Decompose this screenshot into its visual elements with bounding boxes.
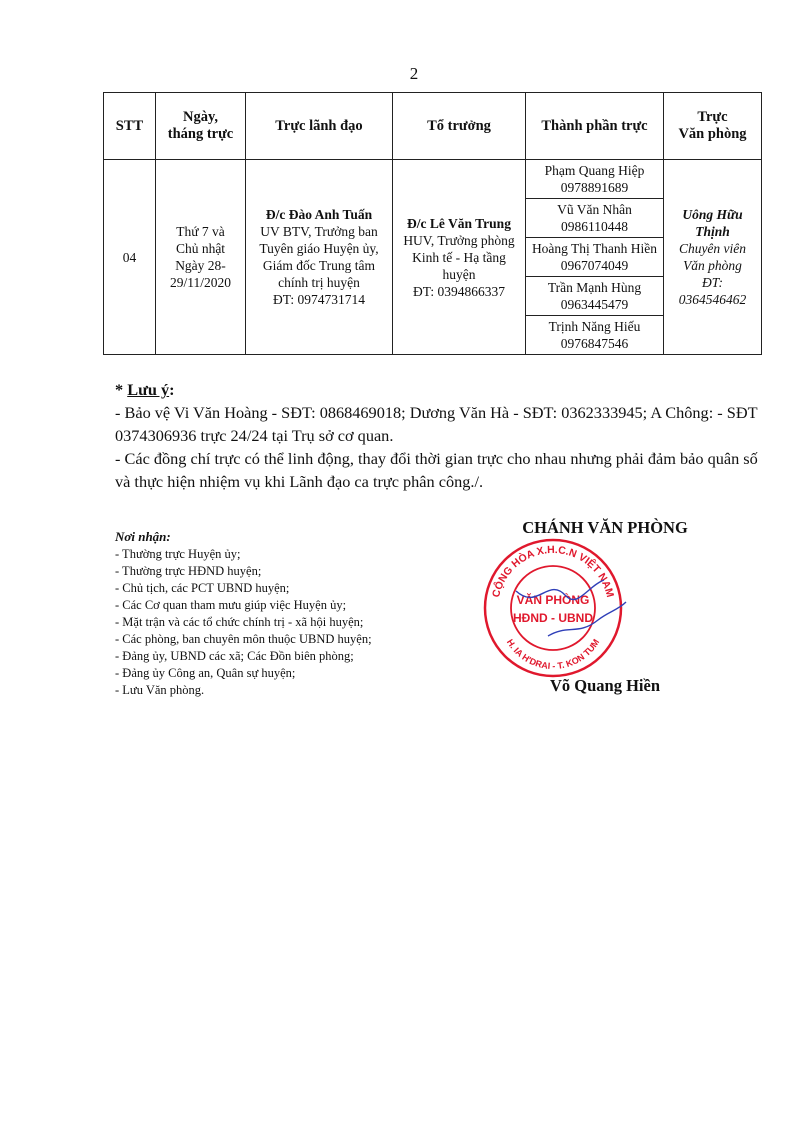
notes-section (115, 378, 770, 493)
member-name: Trần Mạnh Hùng (547, 280, 642, 295)
member-cell (526, 238, 664, 277)
list-item: - Các phòng, ban chuyên môn thuộc UBND huyện; (115, 632, 372, 646)
member-name: Trịnh Năng Hiếu (548, 319, 641, 334)
date-line1: Thứ 7 và (176, 224, 225, 239)
leader-phone: ĐT: 0974731714 (273, 292, 365, 307)
cell-date (156, 160, 246, 355)
list-item: - Đảng ủy Công an, Quân sự huyện; (115, 666, 296, 680)
header-office (664, 93, 762, 160)
notes-colon: : (169, 380, 175, 399)
member-cell (526, 160, 664, 199)
signer-name: Võ Quang Hiền (549, 676, 661, 695)
page-number: 2 (409, 64, 419, 83)
leader-role: UV BTV, Trưởng ban Tuyên giáo Huyện ủy, Giám đốc Trung tâm chính trị huyện (259, 224, 379, 290)
list-item: - Các Cơ quan tham mưu giúp việc Huyện ủy; (115, 598, 347, 612)
member-name: Vũ Văn Nhân (557, 202, 632, 217)
member-phone: 0978891689 (560, 180, 629, 195)
seal-outer-text: CỘNG HÒA X.H.C.N VIỆT NAM (490, 543, 616, 599)
seal-line1: VĂN PHÒNG (516, 593, 590, 607)
header-leader: Trực lãnh đạo (246, 93, 393, 160)
list-item: - Chủ tịch, các PCT UBND huyện; (115, 581, 290, 595)
list-item: - Đảng ủy, UBND các xã; Các Đồn biên phòng; (115, 649, 354, 663)
seal-bottom-text: H. IA H'DRAI - T. KON TUM (504, 637, 602, 672)
header-office-line1: Trực (697, 109, 728, 125)
office-role: Chuyên viên Văn phòng (678, 241, 747, 273)
header-stt: STT (104, 93, 156, 160)
header-date (156, 93, 246, 160)
header-date-line1: Ngày, (182, 109, 219, 125)
member-name: Hoàng Thị Thanh Hiền (531, 241, 658, 256)
member-phone: 0967074049 (560, 258, 629, 273)
member-phone: 0963445479 (560, 297, 629, 312)
seal-line2: HĐND - UBND (513, 611, 593, 625)
group-leader-role: HUV, Trưởng phòng Kinh tế - Hạ tầng huyện (403, 232, 515, 282)
recipients-title: Nơi nhận: (115, 529, 171, 544)
cell-office (664, 160, 762, 355)
list-item: - Thường trực Huyện ủy; (115, 547, 241, 561)
group-leader-phone: ĐT: 0394866337 (413, 283, 505, 299)
notes-heading-text: Lưu ý (127, 380, 170, 399)
table-header-row (104, 93, 762, 160)
recipients-list (115, 546, 455, 699)
date-line2: Chủ nhật (175, 241, 226, 256)
seal-outer-ring (485, 540, 621, 676)
notes-line-2: - Các đồng chí trực có thể linh động, thay đổi thời gian trực cho nhau nhưng phải đảm bảo quân số và thực hiện nhiệm vụ khi Lãnh đạo ca trực phân công./. (115, 449, 758, 491)
header-group-leader: Tổ trưởng (393, 93, 526, 160)
cell-leader (246, 160, 393, 355)
office-phone: 0364546462 (678, 292, 747, 307)
list-item: - Lưu Văn phòng. (115, 683, 205, 697)
member-phone: 0986110448 (561, 219, 628, 234)
table-row (104, 160, 762, 199)
leader-name: Đ/c Đào Anh Tuấn (265, 207, 373, 222)
date-line4: 29/11/2020 (169, 275, 231, 290)
seal-inner-ring (511, 566, 595, 650)
header-date-line2: tháng trực (167, 126, 234, 142)
recipients-section (115, 528, 455, 699)
date-line3: Ngày 28- (175, 258, 226, 273)
member-cell (526, 316, 664, 355)
duty-schedule-table (103, 92, 762, 355)
member-cell (526, 199, 664, 238)
signature-title: CHÁNH VĂN PHÒNG (522, 518, 688, 537)
office-phone-label: ĐT: (701, 275, 723, 290)
member-name: Phạm Quang Hiệp (544, 163, 645, 178)
cell-stt: 04 (104, 160, 156, 355)
notes-star: * (115, 380, 124, 399)
group-leader-name: Đ/c Lê Văn Trung (407, 215, 511, 231)
office-name: Uông Hữu Thịnh (682, 207, 743, 239)
notes-heading (115, 378, 770, 401)
official-seal-icon (478, 536, 628, 681)
member-phone: 0976847546 (560, 336, 629, 351)
cell-group-leader (393, 160, 526, 355)
list-item: - Thường trực HĐND huyện; (115, 564, 262, 578)
list-item: - Mặt trận và các tổ chức chính trị - xã hội huyện; (115, 615, 364, 629)
header-office-line2: Văn phòng (678, 126, 747, 142)
notes-line-1: - Bảo vệ Vi Văn Hoàng - SĐT: 0868469018; Dương Văn Hà - SĐT: 0362333945; A Chông: - SĐT 0374306936 trực 24/24 tại Trụ sở cơ quan. (115, 403, 758, 445)
member-cell (526, 277, 664, 316)
header-members: Thành phần trực (526, 93, 664, 160)
